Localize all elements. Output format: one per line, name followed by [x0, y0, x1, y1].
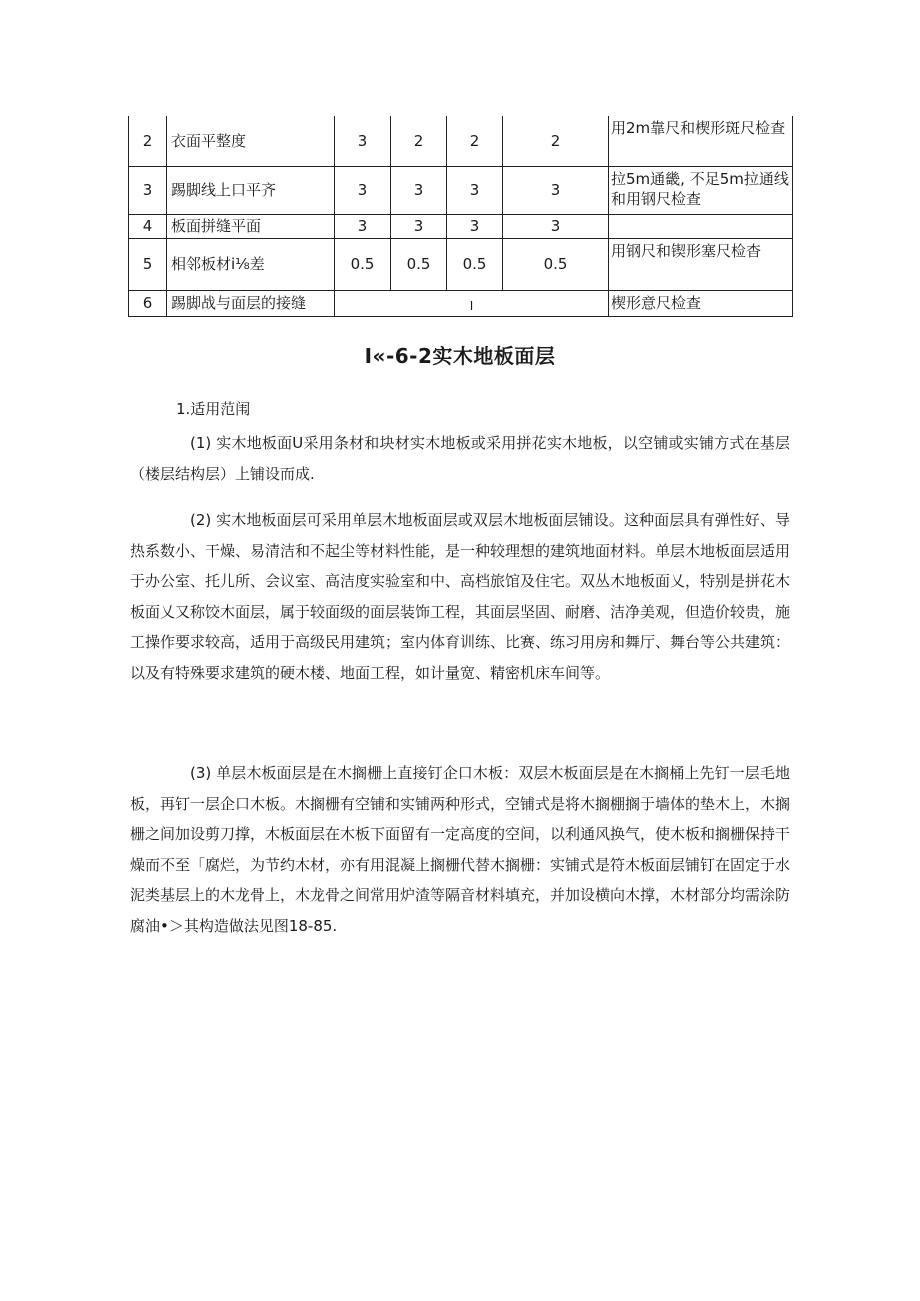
check-item: 踢脚战与面层的接缝 [167, 290, 335, 316]
tolerance-value: 0.5 [335, 238, 391, 290]
inspection-method: 用2m靠尺和楔形斑尺检查 [609, 116, 793, 166]
inspection-method: 楔形意尺检查 [609, 290, 793, 316]
row-number: 4 [129, 214, 167, 238]
tolerance-value: 3 [503, 214, 609, 238]
inspection-method [609, 214, 793, 238]
tolerance-value: 2 [391, 116, 447, 166]
tolerance-value: 3 [447, 166, 503, 214]
check-item: 踢脚线上口平齐 [167, 166, 335, 214]
check-item: 板面拼缝平面 [167, 214, 335, 238]
tolerance-value: 3 [391, 214, 447, 238]
merged-tolerance-cell: I [335, 290, 609, 316]
table-row [129, 166, 793, 214]
tolerance-value: 3 [335, 166, 391, 214]
tolerance-value: 0.5 [447, 238, 503, 290]
tolerance-value: 3 [335, 214, 391, 238]
tolerance-value: 3 [447, 214, 503, 238]
table-row [129, 290, 793, 316]
tolerance-value: 3 [391, 166, 447, 214]
row-number: 2 [129, 116, 167, 166]
tolerance-value: 3 [503, 166, 609, 214]
row-number: 3 [129, 166, 167, 214]
tolerance-value: 2 [447, 116, 503, 166]
table-row [129, 238, 793, 290]
tolerance-table [128, 116, 793, 317]
body-paragraph: (1) 实木地板面U采用条材和块材实木地板或采用拼花实木地板，以空铺或实铺方式在基层（楼层结构层）上铺设而成. [130, 434, 790, 483]
tolerance-value: 3 [335, 116, 391, 166]
inspection-method: 拉5m通畿, 不足5m拉通线和用钢尺检查 [609, 166, 793, 214]
tolerance-value: 0.5 [391, 238, 447, 290]
table-row [129, 116, 793, 166]
section-heading: I«-6-2实木地板面层 [364, 344, 556, 368]
check-item: 衣面平整度 [167, 116, 335, 166]
subsection-title: 1.适用范闱 [176, 400, 251, 418]
row-number: 5 [129, 238, 167, 290]
row-number: 6 [129, 290, 167, 316]
tolerance-value: 0.5 [503, 238, 609, 290]
body-paragraph: (2) 实木地板面层可采用单层木地板面层或双层木地板面层铺设。这种面层具有弹性好、导热系数小、干燥、易清洁和不起尘等材料性能，是一种较理想的建筑地面材料。单层木地板面层适用于办公室、托儿所、会议室、高洁度实验室和中、高档旅馆及住宅。双丛木地板面乂，特别是拼花木板面乂又称饺木面层，属于较面级的面层装饰工程，其面层坚固、耐磨、洁净美观，但造价较贵，施工操作要求较高，适用于高级民用建筑；室内体育训练、比赛、练习用房和舞厅、舞台等公共建筑：以及有特殊要求建筑的硬木楼、地面工程，如计量宽、精密机床车间等。 [130, 511, 791, 682]
table-row [129, 214, 793, 238]
tolerance-value: 2 [503, 116, 609, 166]
check-item: 相邻板材i⅛差 [167, 238, 335, 290]
inspection-method: 用钢尺和锲形塞尺检杳 [609, 238, 793, 290]
body-paragraph: (3) 单层木板面层是在木搁栅上直接钉企口木板：双层木板面层是在木搁桶上先钉一层毛地板，再钉一层企口木板。木搁栅有空铺和实铺两种形式，空铺式是将木搁棚搁于墙体的垫木上，木搁栅之间加设剪刀撑，木板面层在木板下面留有一定高度的空间，以利通风换气，使木板和搁栅保持干燥而不至「腐烂，为节约木材，亦有用混凝上搁栅代替木搁栅：实铺式是符木板面层铺钉在固定于水泥类基层上的木龙骨上，木龙骨之间常用炉渣等隔音材料填充，并加设横向木撑，木材部分均需涂防腐油•＞其构造做法见图18-85. [130, 764, 791, 935]
